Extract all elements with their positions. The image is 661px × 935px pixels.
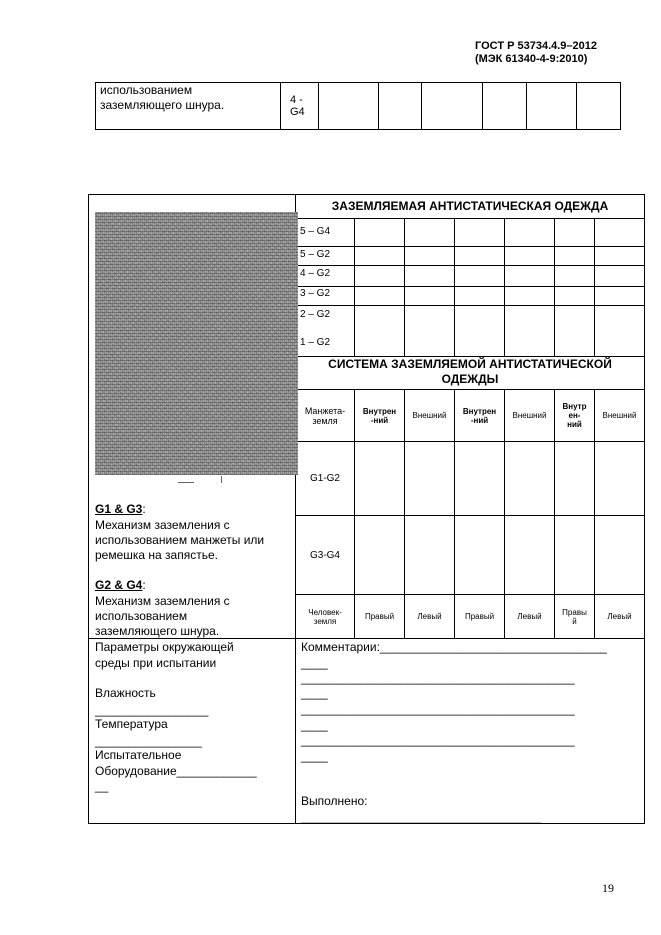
- cell-left-1: Левый: [417, 612, 442, 621]
- env-params-l1: Параметры окружающей: [95, 640, 234, 654]
- photo-mark: [178, 482, 194, 483]
- section-title-system-l1: СИСТЕМА ЗАЗЕМЛЯЕМОЙ АНТИСТАТИЧЕСКОЙ: [328, 357, 612, 371]
- comments-line-3[interactable]: _________________________________________: [301, 702, 575, 716]
- cell-right-3: Правы й: [562, 607, 587, 626]
- humidity-field[interactable]: _________________: [95, 703, 209, 717]
- standard-number: ГОСТ Р 53734.4.9–2012: [475, 40, 598, 52]
- row-4-g2: 4 – G2: [300, 268, 331, 279]
- top-code-1: 4 -: [290, 94, 303, 106]
- col-outer-2: Внешний: [512, 411, 547, 420]
- comments-line-4[interactable]: _________________________________________: [301, 733, 575, 747]
- comments-line-2[interactable]: _________________________________________: [301, 671, 575, 685]
- row-5-g4: 5 – G4: [300, 226, 331, 237]
- env-params-l2: среды при испытании: [95, 656, 217, 670]
- page-number: 19: [602, 881, 614, 895]
- temperature-field[interactable]: ________________: [95, 734, 202, 748]
- row-5-g2: 5 – G2: [300, 249, 331, 260]
- comments-cont-1[interactable]: ____: [301, 656, 328, 670]
- top-code-2: G4: [290, 106, 305, 118]
- comments-cont-3[interactable]: ____: [301, 718, 328, 732]
- cell-right-2: Правый: [464, 612, 495, 621]
- g1g3-l1: Механизм заземления с: [95, 518, 230, 532]
- g1g3-heading: G1 & G3:: [95, 502, 146, 516]
- cell-right-1: Правый: [364, 612, 395, 621]
- cell-left-2: Левый: [517, 612, 542, 621]
- garment-photo: [95, 212, 298, 475]
- g2g4-l1: Механизм заземления с: [95, 594, 230, 608]
- equipment-field[interactable]: Оборудование____________: [95, 764, 257, 778]
- g1g3-l2: использованием манжеты или: [95, 533, 265, 547]
- temperature-label: Температура: [95, 717, 168, 731]
- top-text-2: заземляющего шнура.: [100, 98, 225, 112]
- row-2-g2: 2 – G2: [300, 309, 331, 320]
- col-inner-2: Внутрен -ний: [462, 406, 497, 425]
- photo-mark-2: [221, 476, 222, 483]
- comments-cont-2[interactable]: ____: [301, 686, 328, 700]
- comments-field[interactable]: Комментарии:__________________________________: [301, 640, 607, 654]
- done-label: Выполнено:: [301, 794, 368, 808]
- row-3-g2: 3 – G2: [300, 288, 331, 299]
- g2g4-l3: заземляющего шнура.: [95, 624, 220, 638]
- humidity-label: Влажность: [95, 686, 156, 700]
- equipment-field-cont[interactable]: __: [95, 779, 109, 793]
- row-person-ground: Человек- земля: [308, 607, 342, 626]
- g2g4-l2: использованием: [95, 609, 188, 623]
- g2g4-heading: G2 & G4:: [95, 578, 146, 592]
- col-cuff-ground: Манжета- земля: [304, 405, 346, 426]
- row-g1-g2: G1-G2: [309, 473, 340, 484]
- section-title-system-l2: ОДЕЖДЫ: [441, 372, 499, 386]
- col-inner-3: Внутр ен- ний: [562, 402, 587, 429]
- col-inner-1: Внутрен -ний: [362, 406, 397, 425]
- section-title-grounded-garment: ЗАЗЕМЛЯЕМАЯ АНТИСТАТИЧЕСКАЯ ОДЕЖДА: [331, 199, 609, 213]
- done-field[interactable]: ____________________________________: [301, 810, 542, 824]
- row-1-g2: 1 – G2: [300, 337, 331, 348]
- cell-left-3: Левый: [607, 612, 632, 621]
- g1g3-l3: ремешка на запястье.: [95, 548, 218, 562]
- standard-number-iec: (МЭК 61340-4-9:2010): [475, 53, 588, 65]
- col-outer-3: Внешний: [602, 411, 637, 420]
- equipment-label-l1: Испытательное: [95, 748, 182, 762]
- top-text-1: использованием: [100, 83, 193, 97]
- col-outer-1: Внешний: [412, 411, 447, 420]
- row-g3-g4: G3-G4: [309, 549, 340, 561]
- comments-cont-4[interactable]: ____: [301, 749, 328, 763]
